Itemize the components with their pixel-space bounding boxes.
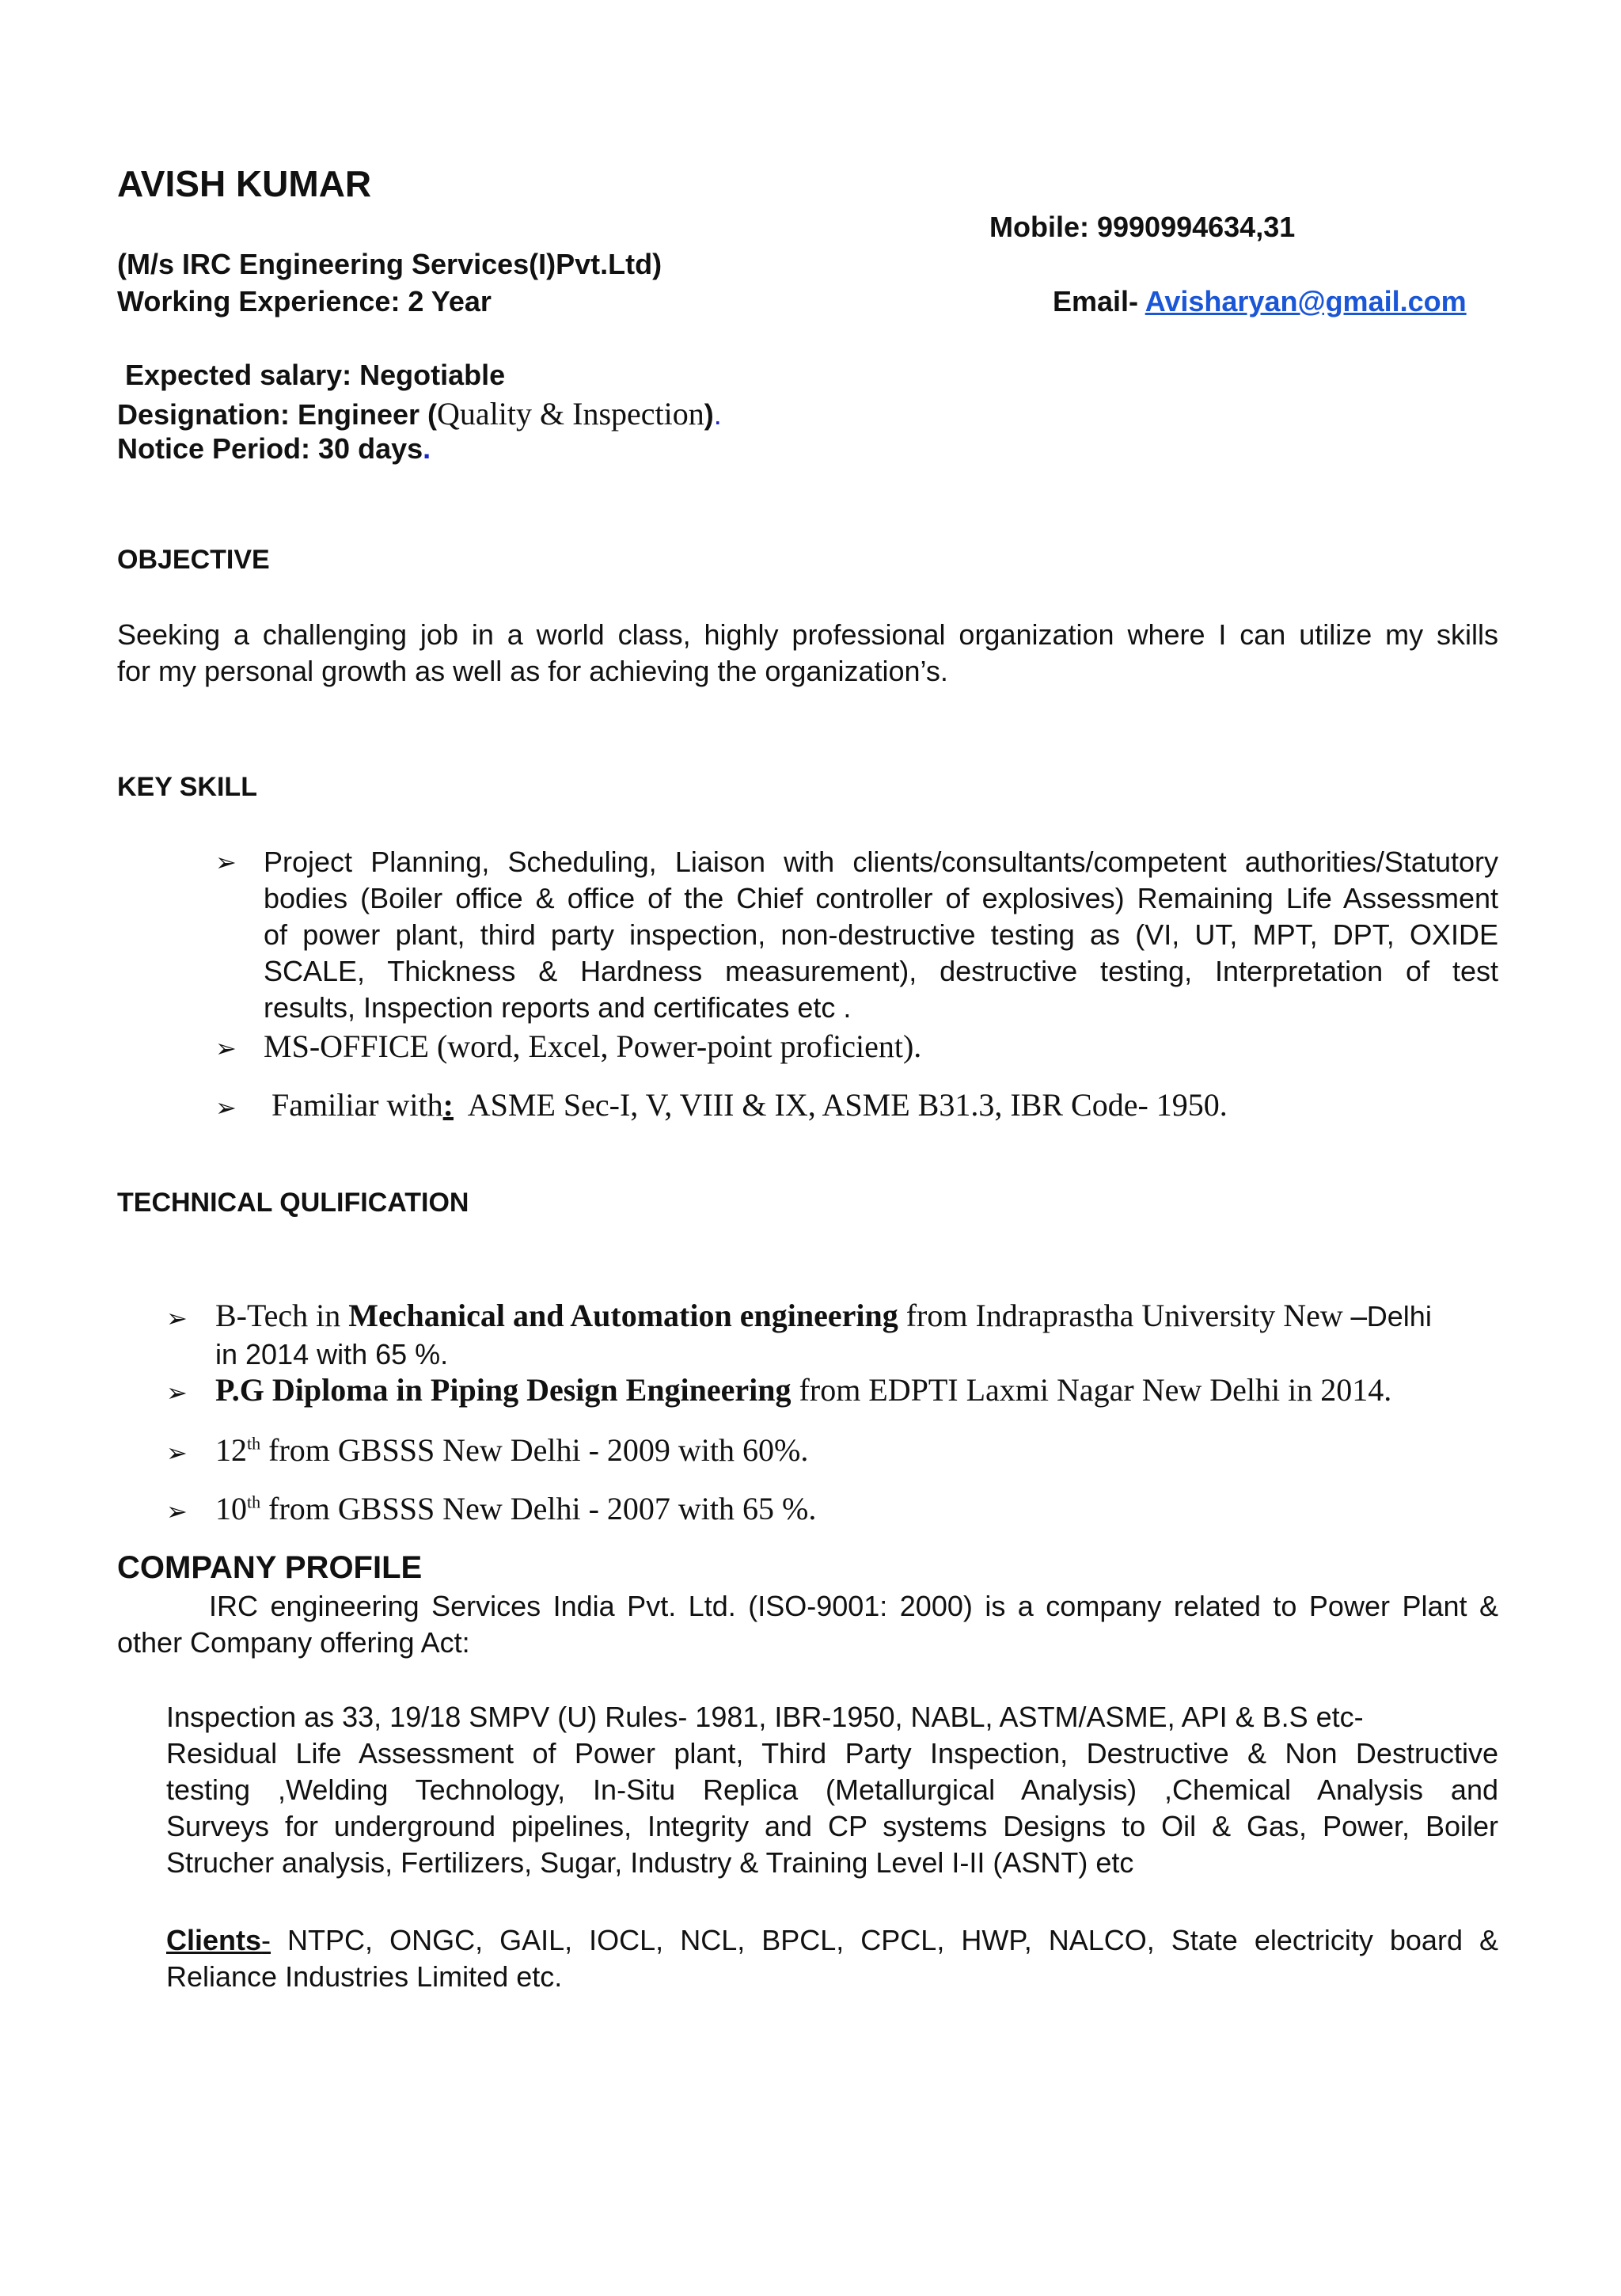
- technical-heading: TECHNICAL QULIFICATION: [117, 1188, 469, 1218]
- designation-close: ): [704, 398, 714, 431]
- bullet-arrow-icon: ➢: [215, 848, 237, 876]
- email-link[interactable]: Avisharyan@gmail.com: [1145, 285, 1467, 317]
- key-skill-heading: KEY SKILL: [117, 772, 257, 802]
- company-heading: COMPANY PROFILE: [117, 1550, 423, 1585]
- bullet-arrow-icon: ➢: [215, 1093, 237, 1122]
- familiar-colon: :: [442, 1087, 454, 1123]
- company-line: (M/s IRC Engineering Services(I)Pvt.Ltd): [117, 248, 662, 280]
- tech-item-1-line2: in 2014 with 65 %.: [215, 1338, 449, 1370]
- inspection-line: testing ,Welding Technology, In-Situ Replica (Metallurgical Analysis) ,Chemical Analysis and: [166, 1773, 1498, 1806]
- clients-text: [166, 1922, 1498, 1995]
- mobile-label: Mobile: [989, 211, 1080, 243]
- tech-item-1-degree: Mechanical and Automation engineering: [348, 1298, 898, 1333]
- tech-item-2: [215, 1371, 1391, 1408]
- clients-dash: -: [261, 1924, 271, 1956]
- inspection-line: Residual Life Assessment of Power plant, Third Party Inspection, Destructive & Non Destructive: [166, 1737, 1498, 1770]
- company-intro-line: other Company offering Act:: [117, 1626, 470, 1659]
- bullet-arrow-icon: ➢: [166, 1497, 188, 1526]
- tech-item-4-post: from GBSSS New Delhi - 2007 with 65 %.: [260, 1491, 817, 1526]
- objective-heading: OBJECTIVE: [117, 545, 270, 575]
- skill-item-3: [271, 1086, 1228, 1123]
- email-label: Email-: [1053, 285, 1145, 317]
- notice-dot: .: [423, 432, 431, 465]
- candidate-name: AVISH KUMAR: [117, 163, 372, 204]
- salary-line: Expected salary: Negotiable: [125, 359, 506, 391]
- clients-line-2: Reliance Industries Limited etc.: [166, 1960, 563, 1993]
- designation-dot: .: [713, 398, 722, 431]
- tech-item-4: [215, 1490, 816, 1527]
- bullet-arrow-icon: ➢: [166, 1378, 188, 1407]
- tech-item-3-post: from GBSSS New Delhi - 2009 with 60%.: [260, 1432, 809, 1468]
- email-line: [1053, 285, 1467, 318]
- tech-item-3: [215, 1431, 808, 1469]
- mobile-line: [989, 211, 1295, 244]
- tech-item-1: [215, 1297, 1432, 1334]
- designation-value: Quality & Inspection: [437, 396, 704, 431]
- tech-item-3-sup: th: [247, 1433, 261, 1454]
- inspection-line: Inspection as 33, 19/18 SMPV (U) Rules- 1981, IBR-1950, NABL, ASTM/ASME, API & B.S etc-: [166, 1701, 1364, 1733]
- tech-item-1-post: from Indraprastha University New: [898, 1298, 1351, 1333]
- notice-line: [117, 432, 431, 466]
- clients-line: [166, 1922, 1498, 1959]
- tech-item-1-end: Delhi: [1366, 1300, 1432, 1332]
- inspection-line: Strucher analysis, Fertilizers, Sugar, Industry & Training Level I-II (ASNT) etc: [166, 1846, 1134, 1879]
- inspection-line: Surveys for underground pipelines, Integrity and CP systems Designs to Oil & Gas, Power, Boiler: [166, 1810, 1498, 1842]
- company-intro: [117, 1588, 1498, 1661]
- tech-item-2-post: from EDPTI Laxmi Nagar New Delhi in 2014.: [791, 1372, 1392, 1408]
- objective-line: Seeking a challenging job in a world class, highly professional organization where I can utilize my skills: [117, 618, 1498, 651]
- tech-item-3-num: 12: [215, 1432, 247, 1468]
- mobile-value: : 9990994634,31: [1080, 211, 1296, 243]
- tech-item-4-num: 10: [215, 1491, 247, 1526]
- skill-line: bodies (Boiler office & office of the Chief controller of explosives) Remaining Life Assessment: [264, 882, 1498, 914]
- company-intro-line: IRC engineering Services India Pvt. Ltd. (ISO-9001: 2000) is a company related to Power Plant &: [209, 1590, 1498, 1622]
- skill-item-1: [264, 844, 1498, 1026]
- skill-line: SCALE, Thickness & Hardness measurement), destructive testing, Interpretation of test: [264, 955, 1498, 987]
- bullet-arrow-icon: ➢: [166, 1304, 188, 1332]
- skill-line: results, Inspection reports and certificates etc .: [264, 991, 852, 1024]
- tech-item-4-sup: th: [247, 1492, 261, 1512]
- notice-text: Notice Period: 30 days: [117, 432, 423, 465]
- designation-label: Designation: Engineer (: [117, 398, 438, 431]
- skill-line: of power plant, third party inspection, non-destructive testing as (VI, UT, MPT, DPT, OXIDE: [264, 918, 1498, 951]
- objective-text: [117, 617, 1498, 690]
- skill-item-2: MS-OFFICE (word, Excel, Power-point proficient).: [264, 1028, 922, 1064]
- tech-item-2-diploma: P.G Diploma in Piping Design Engineering: [215, 1372, 792, 1408]
- designation-line: [117, 395, 722, 432]
- skill-line: Project Planning, Scheduling, Liaison with clients/consultants/competent authorities/Statutory: [264, 846, 1498, 878]
- inspection-text: [166, 1699, 1498, 1881]
- clients-list: NTPC, ONGC, GAIL, IOCL, NCL, BPCL, CPCL, HWP, NALCO, State electricity board &: [271, 1924, 1498, 1956]
- tech-item-1-pre: B-Tech in: [215, 1298, 349, 1333]
- bullet-arrow-icon: ➢: [215, 1034, 237, 1062]
- tech-item-1-dash: –: [1350, 1298, 1367, 1333]
- objective-line: for my personal growth as well as for achieving the organization’s.: [117, 655, 948, 687]
- bullet-arrow-icon: ➢: [166, 1439, 188, 1467]
- familiar-label: Familiar with: [271, 1087, 443, 1123]
- clients-label: Clients: [166, 1924, 262, 1956]
- experience-line: Working Experience: 2 Year: [117, 285, 492, 317]
- familiar-value: ASME Sec-I, V, VIII & IX, ASME B31.3, IBR Code- 1950.: [453, 1087, 1228, 1123]
